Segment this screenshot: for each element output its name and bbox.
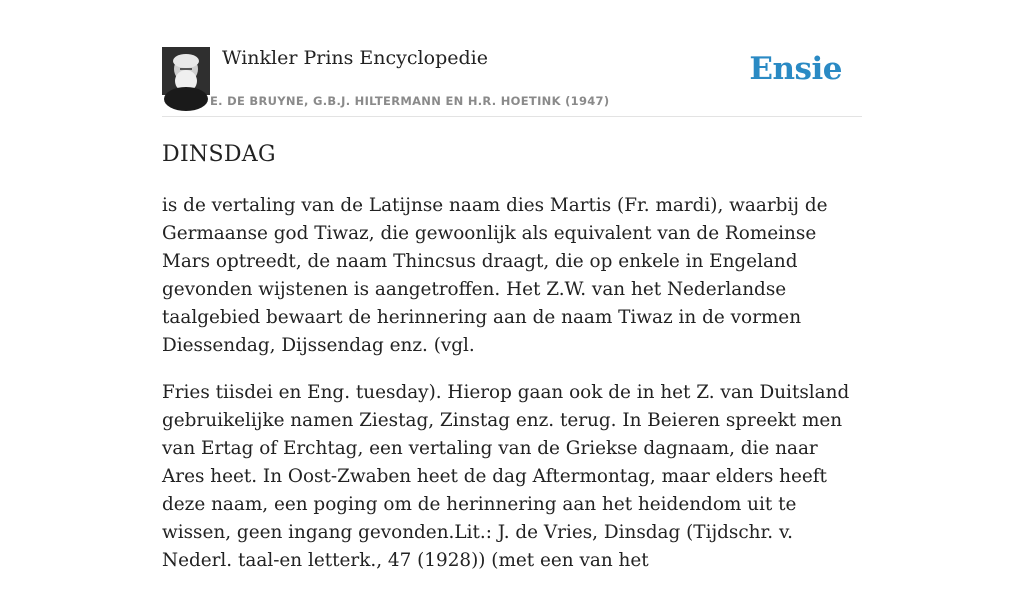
page: [162, 0, 862, 571]
entry-title: DINSDAG: [162, 142, 276, 167]
header: [162, 0, 862, 117]
brand-logo[interactable]: Ensie: [749, 51, 842, 87]
author-avatar: [162, 47, 210, 95]
entry-paragraph: Fries tiisdei en Eng. tuesday). Hierop gaan ook de in het Z. van Duitsland gebruikelijke namen Ziestag, Zinstag enz. terug. In Beieren spreekt men van Ertag of Erchtag, een vertaling van de Griekse dagnaam, die naar Ares heet. In Oost-Zwaben heet de dag Aftermontag, maar elders heeft deze naam, een poging om de herinnering aan het heidendom uit te wissen, geen ingang gevonden.Lit.: J. de Vries, Dinsdag (Tijdschr. v. Nederl. taal-en letterk., 47 (1928)) (met een van het: [162, 382, 850, 571]
entry-paragraph: is de vertaling van de Latijnse naam dies Martis (Fr. mardi), waarbij de Germaanse god Tiwaz, die gewoonlijk als equivalent van de Romeinse Mars optreedt, de naam Thincsus draagt, die op enkele in Engeland gevonden wijstenen is aangetroffen. Het Z.W. van het Nederlandse taalgebied bewaart de herinnering aan de naam Tiwaz in de vormen Diessendag, Dijssendag enz. (vgl.: [162, 195, 828, 356]
source-authors: E. DE BRUYNE, G.B.J. HILTERMANN EN H.R. HOETINK (1947): [210, 94, 610, 108]
entry-body: [162, 192, 862, 594]
source-title[interactable]: Winkler Prins Encyclopedie: [222, 47, 488, 69]
